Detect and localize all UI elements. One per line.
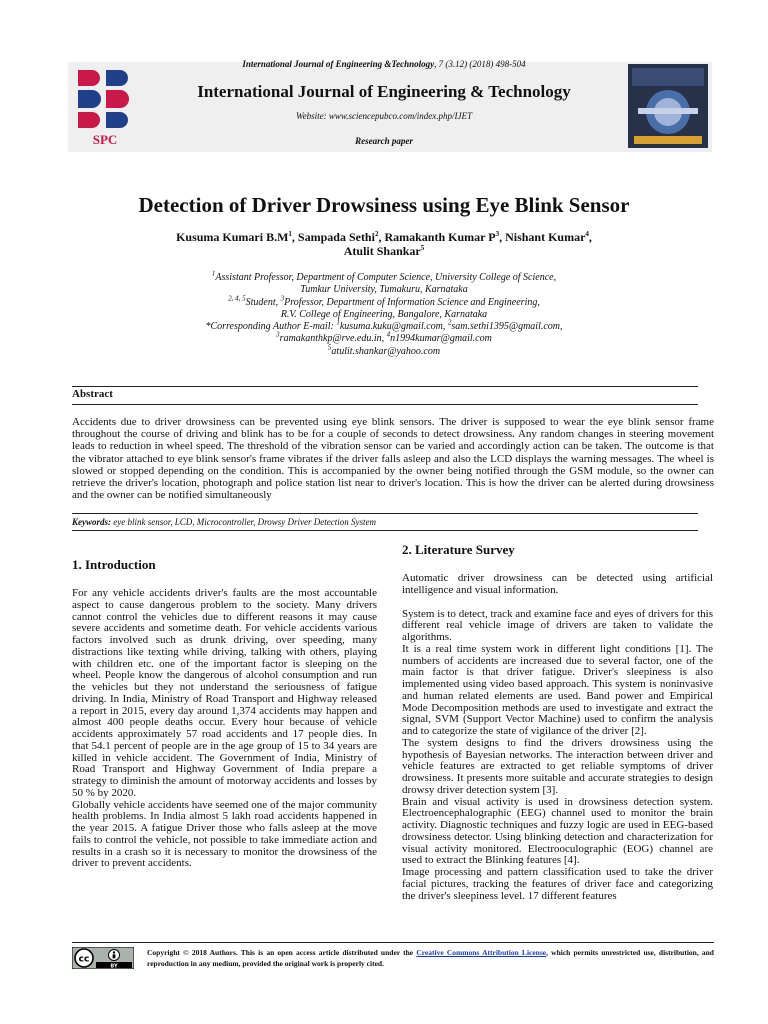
author-name: Ramakanth Kumar P (384, 230, 496, 244)
journal-name: International Journal of Engineering & Technology (197, 82, 571, 101)
email-link[interactable]: n1994kumar@gmail.com (390, 333, 492, 345)
paper-title: Detection of Driver Drowsiness using Eye Blink Sensor (138, 193, 630, 217)
keywords (72, 517, 712, 527)
spc-logo-icon (70, 64, 140, 148)
affiliation-line: Tumkur University, Tumakuru, Karnataka (300, 284, 468, 296)
paragraph: Automatic driver drowsiness can be detected using artificial intelligence and visual information. (402, 572, 713, 596)
abstract-text: Accidents due to driver drowsiness can be prevented using eye blink sensors. The driver is supposed to wear the eye blink sensor frame throughout the course of driving and blink has to be for a couple of seconds to detect drowsiness. Any random changes in steering movement leads to reduction in wheel speed. The threshold of the vibration sensor can be varied and accordingly action can be taken. The outcome is that the vibrator attached to eye blink sensor's frame vibrates if the driver falls asleep and also the LCD displays the warning messages. The wheel is slowed or stopped depending on the condition. This is accompanied by the owner being notified through the GSM module, so the owner can retrieve the driver's location, photograph and police station list near to driver's location. This is how the driver can be alerted during drowsiness and the owner can be notified simultaneously (72, 416, 714, 502)
paper-type: Research paper (355, 136, 413, 146)
creative-commons-icon[interactable] (72, 947, 134, 969)
keywords-bottom-rule (72, 530, 698, 531)
affiliation-line: $^{2, 4, 5}$Student, $^3$Professor, Department of Information Science and Engineering, (228, 294, 540, 308)
footer-rule (72, 942, 714, 943)
abstract-heading: Abstract (72, 388, 113, 400)
email-link[interactable]: atulit.shankar@yahoo.com (331, 345, 441, 357)
email-line: $^5$atulit.shankar@yahoo.com (327, 343, 441, 357)
paragraph: It is a real time system work in different light conditions [1]. The numbers of accidents are increased due to several factor, one of the main factor is that driver fatigue. Driver's sleepiness is also implemented using video based approach. This system is noninvasive and human related elements are used. Band power and Empirical Mode Decomposition methods are used to investigate and extract the signal, SVM (Support Vector Machine) used to confirm the analysis and to categorize the state of vigilance of the driver [2]. (402, 642, 713, 737)
author-name: Atulit Shankar (343, 244, 421, 258)
citation-journal: International Journal of Engineering &Technology (242, 59, 435, 69)
publisher-label: SPC (92, 132, 118, 147)
introduction-body (72, 588, 377, 870)
journal-website[interactable]: Website: www.sciencepubco.com/index.php/IJET (296, 111, 472, 121)
license-link[interactable]: Creative Commons Attribution License (416, 948, 547, 957)
journal-cover-image (628, 64, 708, 148)
keywords-list: eye blink sensor, LCD, Microcontroller, Drowsy Driver Detection System (111, 517, 376, 527)
paragraph: The system designs to find the drivers drowsiness using the hypothesis of Bayesian networks. The interaction between driver and vehicle features are extracted to get reliable symptoms of driver drowsiness. It presents more suitable and accurate strategies to design drowsy driver detection system [3]. (402, 736, 713, 796)
section-heading-introduction: 1. Introduction (72, 557, 156, 572)
affiliation-line: $^1$Assistant Professor, Department of Computer Science, University College of Science, (211, 269, 557, 283)
email-line: $^3$ramakanthkp@rve.edu.in, $^4$n1994kumar@gmail.com (276, 331, 492, 345)
corresponding-emails: *Corresponding Author E-mail: $^1$kusuma.kuku@gmail.com, $^2$sam.sethi1395@gmail.com, (205, 318, 563, 333)
paragraph: Image processing and pattern classification used to take the driver facial pictures, tracking the features of driver face and categorizing the driver's sleepiness level. 17 different features (402, 866, 713, 902)
abstract-top-rule (72, 386, 698, 387)
citation-volume: , 7 (3.12) (2018) 498-504 (434, 59, 526, 69)
journal-cover-art-icon (628, 64, 708, 148)
email-link[interactable]: kusuma.kuku@gmail.com, (339, 321, 448, 333)
cc-badge-text: cc (78, 954, 90, 965)
paragraph: For any vehicle accidents driver's faults are the most accountable aspect to cause dangerous problem to the society. Many drivers cannot control the vehicles due to different reasons it may cause severe accidents and sometime death. For vehicle accidents various factors involved such as drunk driving, over speeding, many distractions like texting while driving, talking with others, playing with children etc. one of the important factor is sleeping on the wheel. People know the dangerous of alcohol consumption and run the vehicles but they not understand the seriousness of fatigue driving. In India, Ministry of Road Transport and Highway released a report in 2015, every day around 1,374 accidents may happen and almost 400 people deaths occur. Every hour because of vehicle accidents approximately 57 road accidents and 17 people dies. In that 54.1 percent of people are in the age group of 15 to 34 years are killed in vehicle accident. The Government of India, Ministry of Road Transport and Highway Government of India prepare a strategy to diminish the amount of motorway accidents and losses by 50 % by 2020. (72, 587, 377, 799)
cc-by-text: BY (110, 963, 118, 969)
paragraph: System is to detect, track and examine face and eyes of drivers for this different real vehicle image of drivers are taken to validate the algorithms. (402, 607, 713, 643)
affiliations (110, 269, 658, 358)
email-link[interactable]: ramakanthkp@rve.edu.in, (279, 333, 387, 345)
author-name: Nishant Kumar (505, 230, 586, 244)
copyright-notice: Copyright © 2018 Authors. This is an open access article distributed under the Creative Commons Attribution License, which permits unrestricted use, distribution, and reproduction in any medium, provided the original work is properly cited. (147, 948, 714, 968)
email-link[interactable]: sam.sethi1395@gmail.com, (451, 321, 563, 333)
author-name: Sampada Sethi (297, 230, 375, 244)
author-name: Kusuma Kumari B.M (176, 230, 289, 244)
paragraph: Brain and visual activity is used in drowsiness detection system. Electroencephalographic (EEG) channel used to monitor the brain activity. Diagnostic techniques and fuzzy logic are used in EEG-based drowsiness detector. Using blinking detection and characterization for visual activity monitored. Electrooculographic (EOG) channel are used to extract the Blinking features [4]. (402, 795, 713, 867)
citation-line (150, 59, 618, 69)
abstract-heading-rule (72, 404, 698, 405)
keywords-label: Keywords: (72, 517, 111, 527)
section-heading-literature-survey: 2. Literature Survey (402, 542, 515, 557)
paragraph: Globally vehicle accidents have seemed one of the major community health problems. In India almost 5 lakh road accidents happened in the year 2015. A fatigue Driver those who falls asleep at the move fails to control the vehicle, not possible to take immediate action and results in a crash so it is necessary to monitor the drowsiness of the driver to prevent accidents. (72, 798, 377, 870)
affiliation-line: R.V. College of Engineering, Bangalore, Karnataka (280, 308, 488, 320)
author-list: Kusuma Kumari $B.M^1$, Sampada Sethi$^2$, Ramakanth Kumar $P^3$, Nishant Kumar$^4$, Atulit Shankar$^5$ (176, 230, 592, 258)
keywords-top-rule (72, 513, 698, 514)
literature-body (402, 573, 713, 902)
